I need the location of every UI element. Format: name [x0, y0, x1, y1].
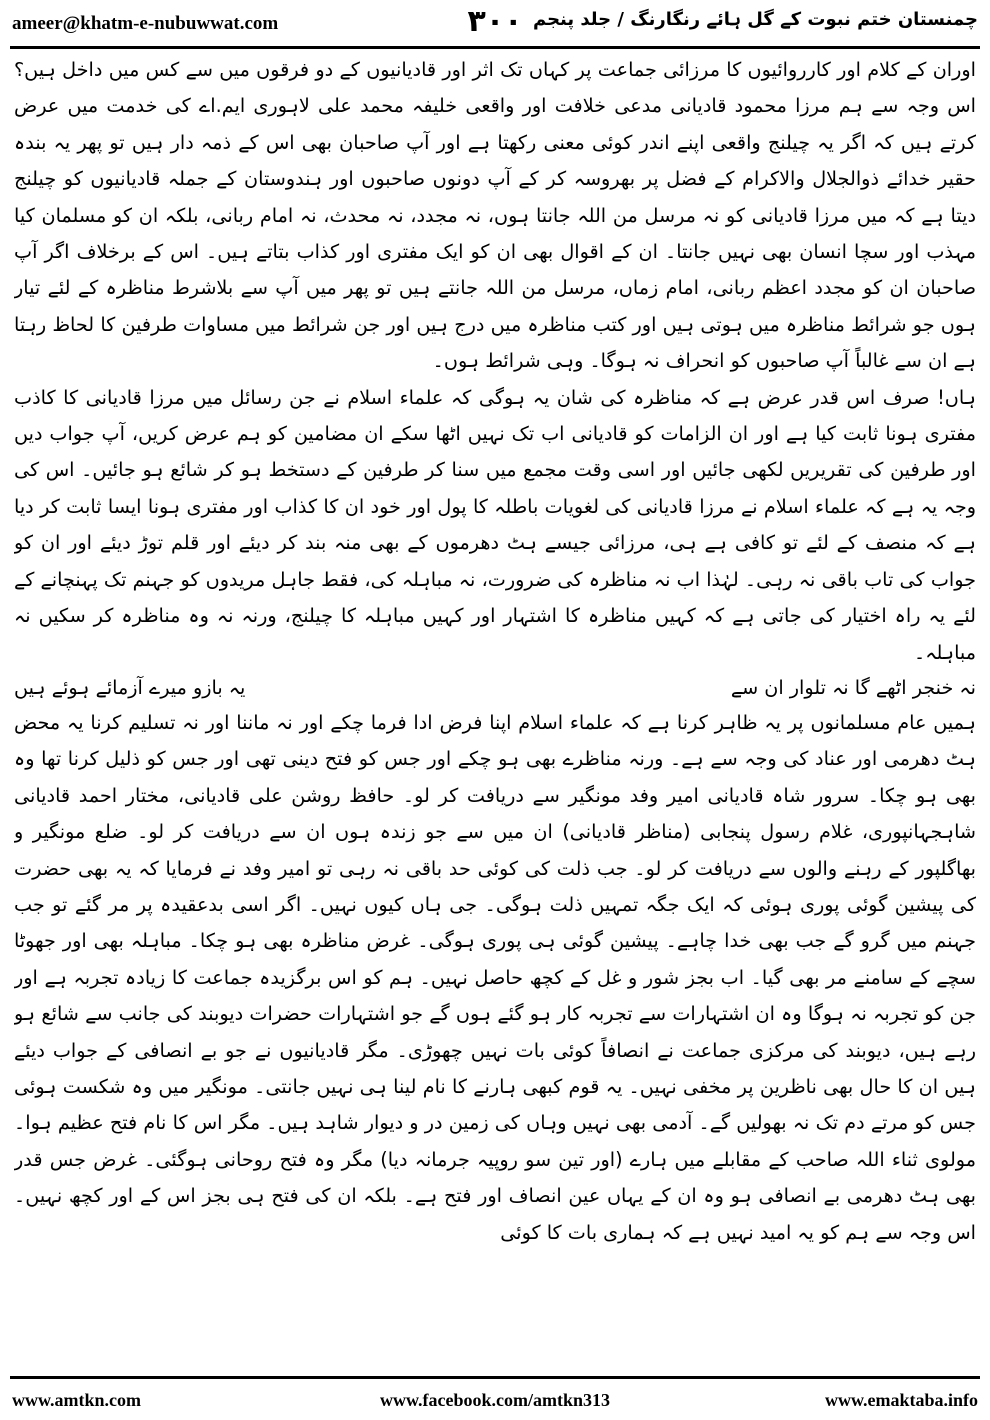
header-divider: [10, 46, 980, 49]
verse-second-half: یہ بازو میرے آزمائے ہوئے ہیں: [14, 675, 246, 699]
book-title: چمنستان ختم نبوت کے گل ہائے رنگارنگ / جلد پنجم: [532, 9, 978, 30]
footer-divider: [10, 1376, 980, 1379]
paragraph-2: ہاں! صرف اس قدر عرض ہے کہ مناظرہ کی شان یہ ہوگی کہ علماء اسلام نے جن رسائل میں مرزا قادیانی کا کاذب مفتری ہونا ثابت کیا ہے اور ان الزامات کو قادیانی اب تک نہیں اٹھا سکے ان مضامین کو ہم عرض کریں، آپ جواب دیں اور طرفین کی تقریریں لکھی جائیں اور اسی وقت مجمع میں سنا کر طرفین کے دستخط ہو کر شائع ہو جائیں۔ اس کی وجہ یہ ہے کہ علماء اسلام نے مرزا قادیانی کی لغویات باطلہ کا پول اور خود ان کا کذاب اور مفتری ہونا ایسا ثابت کر دیا ہے کہ منصف کے لئے تو کافی ہے ہی، مرزائی جیسے ہٹ دھرموں کے بھی منہ بند کر دیئے اور قلم توڑ دیئے اور ان کو جواب کی تاب باقی نہ رہی۔ لہٰذا اب نہ مناظرہ کی ضرورت، نہ مباہلہ کی، فقط جاہل مریدوں کو جہنم تک پہنچانے کے لئے یہ راہ اختیار کی جاتی ہے کہ کہیں مناظرہ کا اشتہار اور کہیں مباہلہ کا چیلنج، ورنہ نہ وہ مناظرہ کر سکیں نہ مباہلہ۔: [14, 385, 976, 664]
poetry-verse: [14, 671, 976, 705]
page-header: [0, 0, 990, 44]
header-email: ameer@khatm-e-nubuwwat.com: [12, 13, 279, 34]
page-number: ۳۰۰: [467, 4, 523, 39]
footer-link-amtkn[interactable]: www.amtkn.com: [12, 1390, 141, 1410]
page-footer: [0, 1385, 990, 1420]
paragraph-3: ہمیں عام مسلمانوں پر یہ ظاہر کرنا ہے کہ علماء اسلام اپنا فرض ادا فرما چکے اور نہ ماننا اور نہ تسلیم کرنا یہ محض ہٹ دھرمی اور عناد کی وجہ سے ہے۔ ورنہ مناظرے بھی ہو چکے اور جس کو فتح دینی تھی اور جس کو ذلیل کرنا تھا وہ بھی ہو چکا۔ سرور شاہ قادیانی امیر وفد مونگیر سے دریافت کر لو۔ حافظ روشن علی قادیانی، مختار احمد قادیانی شاہجہانپوری، غلام رسول پنجابی (مناظر قادیانی) ان میں سے جو زندہ ہوں ان سے دریافت کر لو۔ ضلع مونگیر و بھاگلپور کے رہنے والوں سے دریافت کر لو۔ جب ذلت کی کوئی حد باقی نہ رہی تو امیر وفد نے فرمایا کہ یہ بھی حضرت کی پیشین گوئی پوری ہوئی کہ ایک جگہ تمہیں ذلت ہوگی۔ جی ہاں کیوں نہیں۔ اگر اسی بدعقیدہ پر مر گئے تو جب جہنم میں گرو گے جب بھی خدا چاہے۔ پیشین گوئی ہی پوری ہوگی۔ غرض مناظرہ بھی ہو چکا۔ مباہلہ بھی اور جھوٹا سچے کے سامنے مر بھی گیا۔ اب بجز شور و غل کے کچھ حاصل نہیں۔ ہم کو اس برگزیدہ جماعت کا زیادہ تجربہ ہے اور جن کو تجربہ نہ ہوگا وہ ان اشتہارات سے تجربہ کار ہو گئے ہوں گے جو اشتہارات حضرات دیوبند کی جانب سے شائع ہو رہے ہیں، دیوبند کی مرکزی جماعت نے انصافاً کوئی بات نہیں چھوڑی۔ مگر قادیانیوں نے جو بے انصافی کے جواب دیئے ہیں ان کا حال بھی ناظرین پر مخفی نہیں۔ یہ قوم کبھی ہارنے کا نام لینا ہی نہیں جانتی۔ مونگیر میں وہ شکست ہوئی جس کو مرتے دم تک نہ بھولیں گے۔ آدمی بھی نہیں وہاں کی زمین در و دیوار شاہد ہیں۔ مگر اس کا نام فتح عظیم ہوا۔ مولوی ثناء اللہ صاحب کے مقابلے میں ہارے (اور تین سو روپیہ جرمانہ دیا) مگر وہ فتح روحانی ہوگئی۔ غرض جس قدر بھی ہٹ دھرمی بے انصافی ہو وہ ان کے یہاں عین انصاف اور فتح ہے۔ بلکہ ان کی فتح ہی بجز اس کے اور کچھ نہیں۔ اس وجہ سے ہم کو یہ امید نہیں ہے کہ ہماری بات کا کوئی: [14, 710, 976, 1244]
verse-first-half: نہ خنجر اٹھے گا نہ تلوار ان سے: [730, 675, 976, 699]
footer-link-emaktaba[interactable]: www.emaktaba.info: [824, 1390, 978, 1410]
footer-link-facebook[interactable]: www.facebook.com/amtkn313: [380, 1390, 610, 1410]
paragraph-1: اوران کے کلام اور کارروائیوں کا مرزائی جماعت پر کہاں تک اثر اور قادیانیوں کے دو فرقوں میں سے کس میں داخل ہیں؟ اس وجہ سے ہم مرزا محمود قادیانی مدعی خلافت اور واقعی خلیفہ محمد علی لاہوری ایم.اے کی خدمت میں عرض کرتے ہیں کہ اگر یہ چیلنج واقعی اپنے اندر کوئی معنی رکھتا ہے اور آپ صاحبان بھی اس کے ذمہ دار ہیں تو پھر یہ بندہ حقیر خدائے ذوالجلال والاکرام کے فضل پر بھروسہ کر کے آپ دونوں صاحبوں اور ہندوستان کے جملہ قادیانیوں کو چیلنج دیتا ہے کہ میں مرزا قادیانی کو نہ مرسل من اللہ جانتا ہوں، نہ مجدد، نہ محدث، نہ امام ربانی، بلکہ ان کو مسلمان کیا مہذب اور سچا انسان بھی نہیں جانتا۔ ان کے اقوال بھی ان کو ایک مفتری اور کذاب بتاتے ہیں۔ اس کے برخلاف اگر آپ صاحبان ان کو مجدد اعظم ربانی، امام زماں، مرسل من اللہ جانتے ہیں تو پھر میں آپ سے بلاشرط مناظرہ کے لئے تیار ہوں جو شرائط مناظرہ میں ہوتی ہیں اور کتب مناظرہ میں درج ہیں اور جن شرائط میں مساوات طرفین کا لحاظ رہتا ہے ان سے غالباً آپ صاحبوں کو انحراف نہ ہوگا۔ وہی شرائط ہوں۔: [14, 58, 976, 373]
page-body: [14, 52, 976, 1372]
